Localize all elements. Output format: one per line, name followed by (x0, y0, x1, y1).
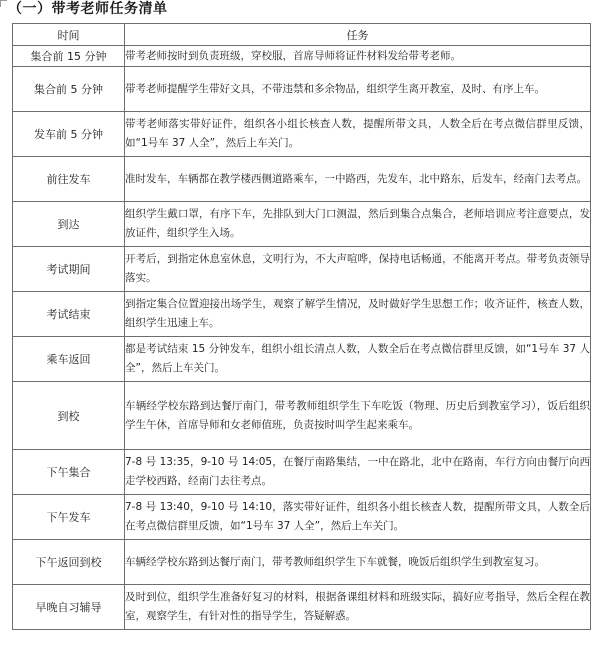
table-row (13, 382, 591, 450)
table-row (13, 157, 591, 202)
time-cell: 下午发车 (13, 495, 125, 540)
time-cell: 发车前 5 分钟 (13, 112, 125, 157)
header-task: 任务 (125, 24, 591, 46)
task-cell: 开考后，到指定休息室休息，文明行为，不大声喧哗，保持电话畅通，不能离开考点。带考负责领导落实。 (125, 247, 591, 292)
document-corner-mark (0, 0, 7, 7)
time-cell: 乘车返回 (13, 337, 125, 382)
task-cell: 及时到位，组织学生准备好复习的材料，根据备课组材料和班级实际，搞好应考指导，然后全程在教室，观察学生，有针对性的指导学生，答疑解惑。 (125, 585, 591, 630)
table-row (13, 585, 591, 630)
time-cell: 下午返回到校 (13, 540, 125, 585)
task-cell: 车辆经学校东路到达餐厅南门，带考教师组织学生下车吃饭（物理、历史后到教室学习），饭后组织学生午休，首席导师和女老师值班，负责按时叫学生起来乘车。 (125, 382, 591, 450)
table-row (13, 46, 591, 67)
table-row (13, 292, 591, 337)
task-cell: 7-8 号 13:40，9-10 号 14:10，落实带好证件，组织各小组长核查人数，提醒所带文具，人数全后在考点微信群里反馈，如“1号车 37 人全”，然后上车关门。 (125, 495, 591, 540)
table-header-row (13, 24, 591, 46)
table-row (13, 337, 591, 382)
task-cell: 7-8 号 13:35，9-10 号 14:05，在餐厅南路集结，一中在路北，北中在路南，车行方向由餐厅向西走学校西路，经南门去往考点。 (125, 450, 591, 495)
task-cell: 到指定集合位置迎接出场学生，观察了解学生情况，及时做好学生思想工作；收齐证件，核查人数，组织学生迅速上车。 (125, 292, 591, 337)
time-cell: 集合前 15 分钟 (13, 46, 125, 67)
task-cell: 准时发车，车辆都在教学楼西侧道路乘车，一中路西，先发车，北中路东，后发车，经南门去考点。 (125, 157, 591, 202)
time-cell: 到达 (13, 202, 125, 247)
task-cell: 带考老师按时到负责班级，穿校服，首席导师将证件材料发给带考老师。 (125, 46, 591, 67)
table-row (13, 450, 591, 495)
time-cell: 下午集合 (13, 450, 125, 495)
table-row (13, 495, 591, 540)
table-row (13, 67, 591, 112)
task-cell: 带考老师落实带好证件，组织各小组长核查人数，提醒所带文具，人数全后在考点微信群里反馈，如“1号车 37 人全”，然后上车关门。 (125, 112, 591, 157)
time-cell: 早晚自习辅导 (13, 585, 125, 630)
time-cell: 前往发车 (13, 157, 125, 202)
teacher-task-table (12, 23, 591, 630)
table-row (13, 247, 591, 292)
time-cell: 到校 (13, 382, 125, 450)
table-row (13, 540, 591, 585)
task-cell: 都是考试结束 15 分钟发车，组织小组长清点人数，人数全后在考点微信群里反馈，如“1号车 37 人全”，然后上车关门。 (125, 337, 591, 382)
table-row (13, 112, 591, 157)
section-heading: （一）带考老师任务清单 (8, 1, 168, 17)
task-cell: 车辆经学校东路到达餐厅南门，带考教师组织学生下车就餐，晚饭后组织学生到教室复习。 (125, 540, 591, 585)
time-cell: 考试期间 (13, 247, 125, 292)
time-cell: 考试结束 (13, 292, 125, 337)
time-cell: 集合前 5 分钟 (13, 67, 125, 112)
task-cell: 带考老师提醒学生带好文具，不带违禁和多余物品，组织学生离开教室，及时、有序上车。 (125, 67, 591, 112)
header-time: 时间 (13, 24, 125, 46)
task-cell: 组织学生戴口罩，有序下车，先排队到大门口测温，然后到集合点集合，老师培训应考注意要点，发放证件，组织学生入场。 (125, 202, 591, 247)
table-row (13, 202, 591, 247)
